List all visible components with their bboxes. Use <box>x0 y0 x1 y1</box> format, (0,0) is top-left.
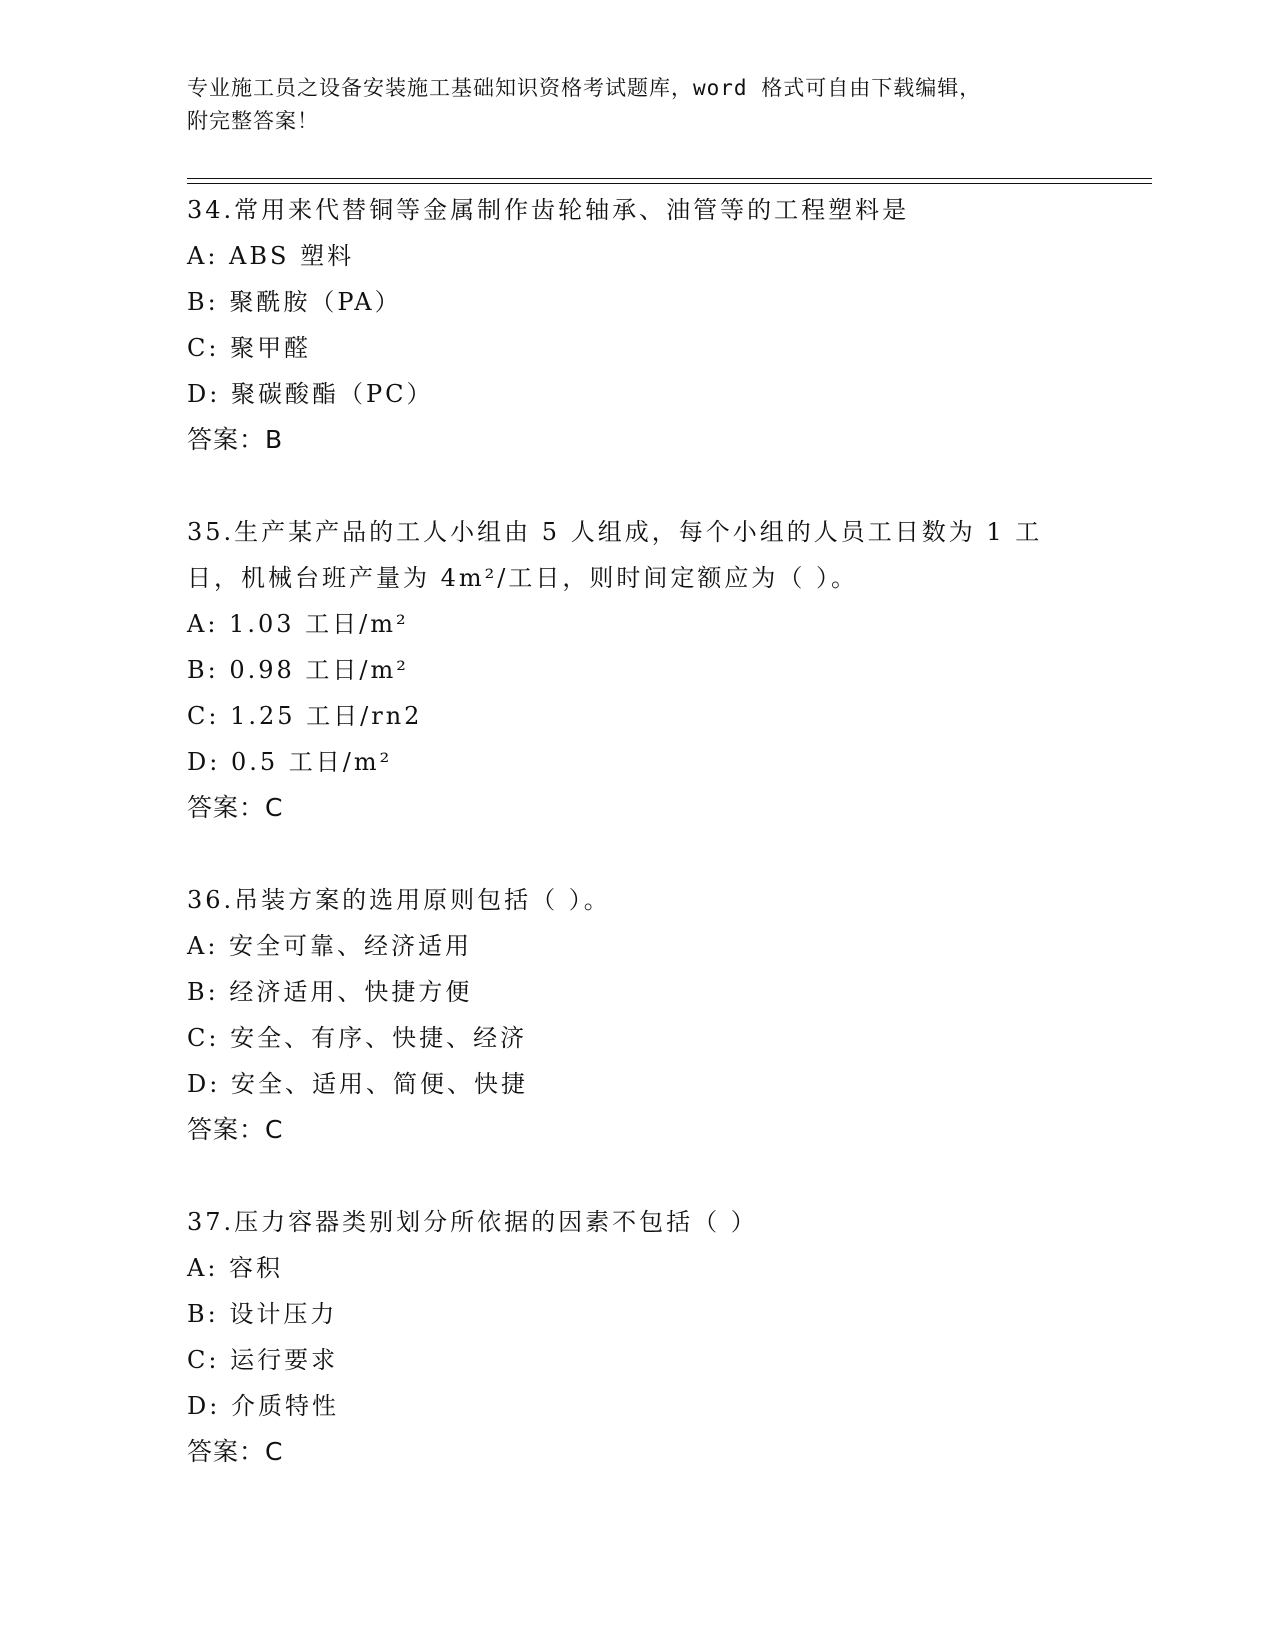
question-35 <box>187 509 1087 831</box>
answer-text: 答案：C <box>187 793 284 822</box>
option-c: C: 安全、有序、快捷、经济 <box>187 1024 528 1052</box>
answer-text: 答案：C <box>187 1437 284 1466</box>
option-d: D: 安全、适用、简便、快捷 <box>187 1070 528 1098</box>
header-line-1: 专业施工员之设备安装施工基础知识资格考试题库，word 格式可自由下载编辑， <box>187 76 982 100</box>
option-b: B: 聚酰胺（PA） <box>187 288 402 316</box>
option-c: C: 1.25 工日/rn2 <box>187 702 423 730</box>
option-d: D: 0.5 工日/m² <box>187 748 393 776</box>
question-stem: 34.常用来代替铜等金属制作齿轮轴承、油管等的工程塑料是 <box>187 196 910 224</box>
answer-text: 答案：B <box>187 425 284 454</box>
option-a: A: 1.03 工日/m² <box>187 610 409 638</box>
option-c: C: 聚甲醛 <box>187 334 312 362</box>
option-c: C: 运行要求 <box>187 1346 339 1374</box>
option-d: D: 介质特性 <box>187 1392 339 1420</box>
option-b: B: 设计压力 <box>187 1300 338 1328</box>
option-d: D: 聚碳酸酯（PC） <box>187 380 434 408</box>
question-list <box>187 187 1087 1521</box>
option-a: A: ABS 塑料 <box>187 242 355 270</box>
question-stem: 35.生产某产品的工人小组由 5 人组成，每个小组的人员工日数为 1 工日，机械台班产量为 4m²/工日，则时间定额应为（ ）。 <box>187 518 1043 592</box>
option-a: A: 安全可靠、经济适用 <box>187 932 473 960</box>
option-b: B: 经济适用、快捷方便 <box>187 978 473 1006</box>
option-a: A: 容积 <box>187 1254 284 1282</box>
header-divider-bottom <box>187 183 1152 184</box>
question-stem: 36.吊装方案的选用原则包括（ ）。 <box>187 886 611 914</box>
question-37 <box>187 1199 1087 1475</box>
header-divider-top <box>187 178 1152 179</box>
answer-text: 答案：C <box>187 1115 284 1144</box>
option-b: B: 0.98 工日/m² <box>187 656 409 684</box>
document-header <box>187 72 1087 138</box>
question-34 <box>187 187 1087 463</box>
question-stem: 37.压力容器类别划分所依据的因素不包括（ ） <box>187 1208 758 1236</box>
question-36 <box>187 877 1087 1153</box>
header-line-2: 附完整答案！ <box>187 109 319 133</box>
